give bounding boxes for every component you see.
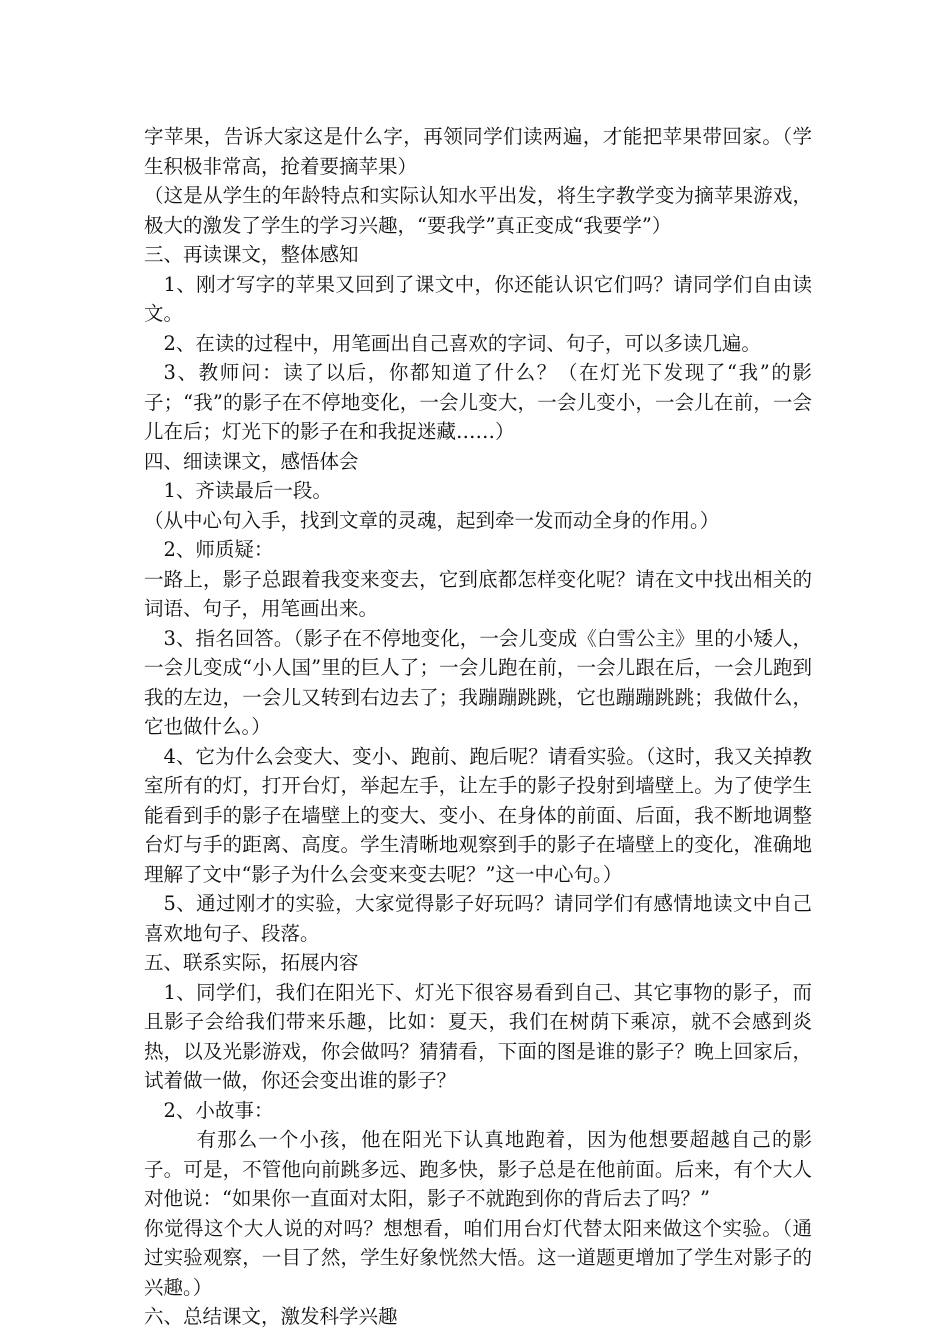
paragraph: 3、指名回答。（影子在不停地变化，一会儿变成《白雪公主》里的小矮人，一会儿变成“小人国”里的巨人了；一会儿跑在前，一会儿跟在后，一会儿跑到我的左边，一会儿又转到右边去了；我蹦蹦跳跳，它也蹦蹦跳跳；我做什么，它也做什么。） [144, 626, 812, 738]
story-paragraph: 有那么一个小孩，他在阳光下认真地跑着，因为他想要超越自己的影子。可是，不管他向前跳多远、跑多快，影子总是在他前面。后来，有个大人对他说：“如果你一直面对太阳，影子不就跑到你的背后去了吗？” [144, 1128, 812, 1210]
section-heading: 四、细读课文，感悟体会 [144, 449, 359, 473]
paragraph: 2、小故事： [163, 1098, 274, 1122]
paragraph: 1、同学们，我们在阳光下、灯光下很容易看到自己、其它事物的影子，而且影子会给我们带来乐趣，比如：夏天，我们在树荫下乘凉，就不会感到炎热，以及光影游戏，你会做吗？猜猜看，下面的图是谁的影子？晚上回家后，试着做一做，你还会变出谁的影子？ [144, 980, 812, 1092]
paragraph: （从中心句入手，找到文章的灵魂，起到牵一发而动全身的作用。） [144, 508, 720, 532]
paragraph: 4、它为什么会变大、变小、跑前、跑后呢？请看实验。（这时，我又关掉教室所有的灯，打开台灯，举起左手，让左手的影子投射到墙壁上。为了使学生能看到手的影子在墙壁上的变大、变小、在身体的前面、后面，我不断地调整台灯与手的距离、高度。学生清晰地观察到手的影子在墙壁上的变化，准确地理解了文中“影子为什么会变来变去呢？”这一中心句。） [144, 744, 812, 886]
paragraph: 5、通过刚才的实验，大家觉得影子好玩吗？请同学们有感情地读文中自己喜欢地句子、段落。 [144, 892, 812, 945]
paragraph: 1、齐读最后一段。 [163, 479, 332, 502]
paragraph: 你觉得这个大人说的对吗？想想看，咱们用台灯代替太阳来做这个实验。（通过实验观察，一目了然，学生好象恍然大悟。这一道题更增加了学生对影子的兴趣。） [144, 1216, 812, 1299]
section-heading: 五、联系实际，拓展内容 [144, 951, 359, 974]
section-heading: 六、总结课文，激发科学兴趣 [144, 1305, 398, 1328]
paragraph: 3、教师问：读了以后，你都知道了什么？（在灯光下发现了“我”的影子；“我”的影子在不停地变化，一会儿变大，一会儿变小，一会儿在前，一会儿在后；灯光下的影子在和我捉迷藏……） [144, 361, 812, 443]
document-body [144, 122, 812, 1332]
section-heading: 三、再读课文，整体感知 [144, 243, 359, 266]
paragraph: 字苹果，告诉大家这是什么字，再领同学们读两遍，才能把苹果带回家。（学生积极非常高，抢着要摘苹果） [144, 125, 812, 178]
paragraph: （这是从学生的年龄特点和实际认知水平出发，将生字教学变为摘苹果游戏，极大的激发了学生的学习兴趣，“要我学”真正变成“我要学”） [144, 184, 812, 237]
paragraph: 一路上，影子总跟着我变来变去，它到底都怎样变化呢？请在文中找出相关的词语、句子，用笔画出来。 [144, 567, 812, 620]
paragraph: 2、在读的过程中，用笔画出自己喜欢的字词、句子，可以多读几遍。 [163, 331, 761, 355]
paragraph: 1、刚才写字的苹果又回到了课文中，你还能认识它们吗？请同学们自由读文。 [144, 272, 812, 325]
paragraph: 2、师质疑： [163, 538, 274, 561]
